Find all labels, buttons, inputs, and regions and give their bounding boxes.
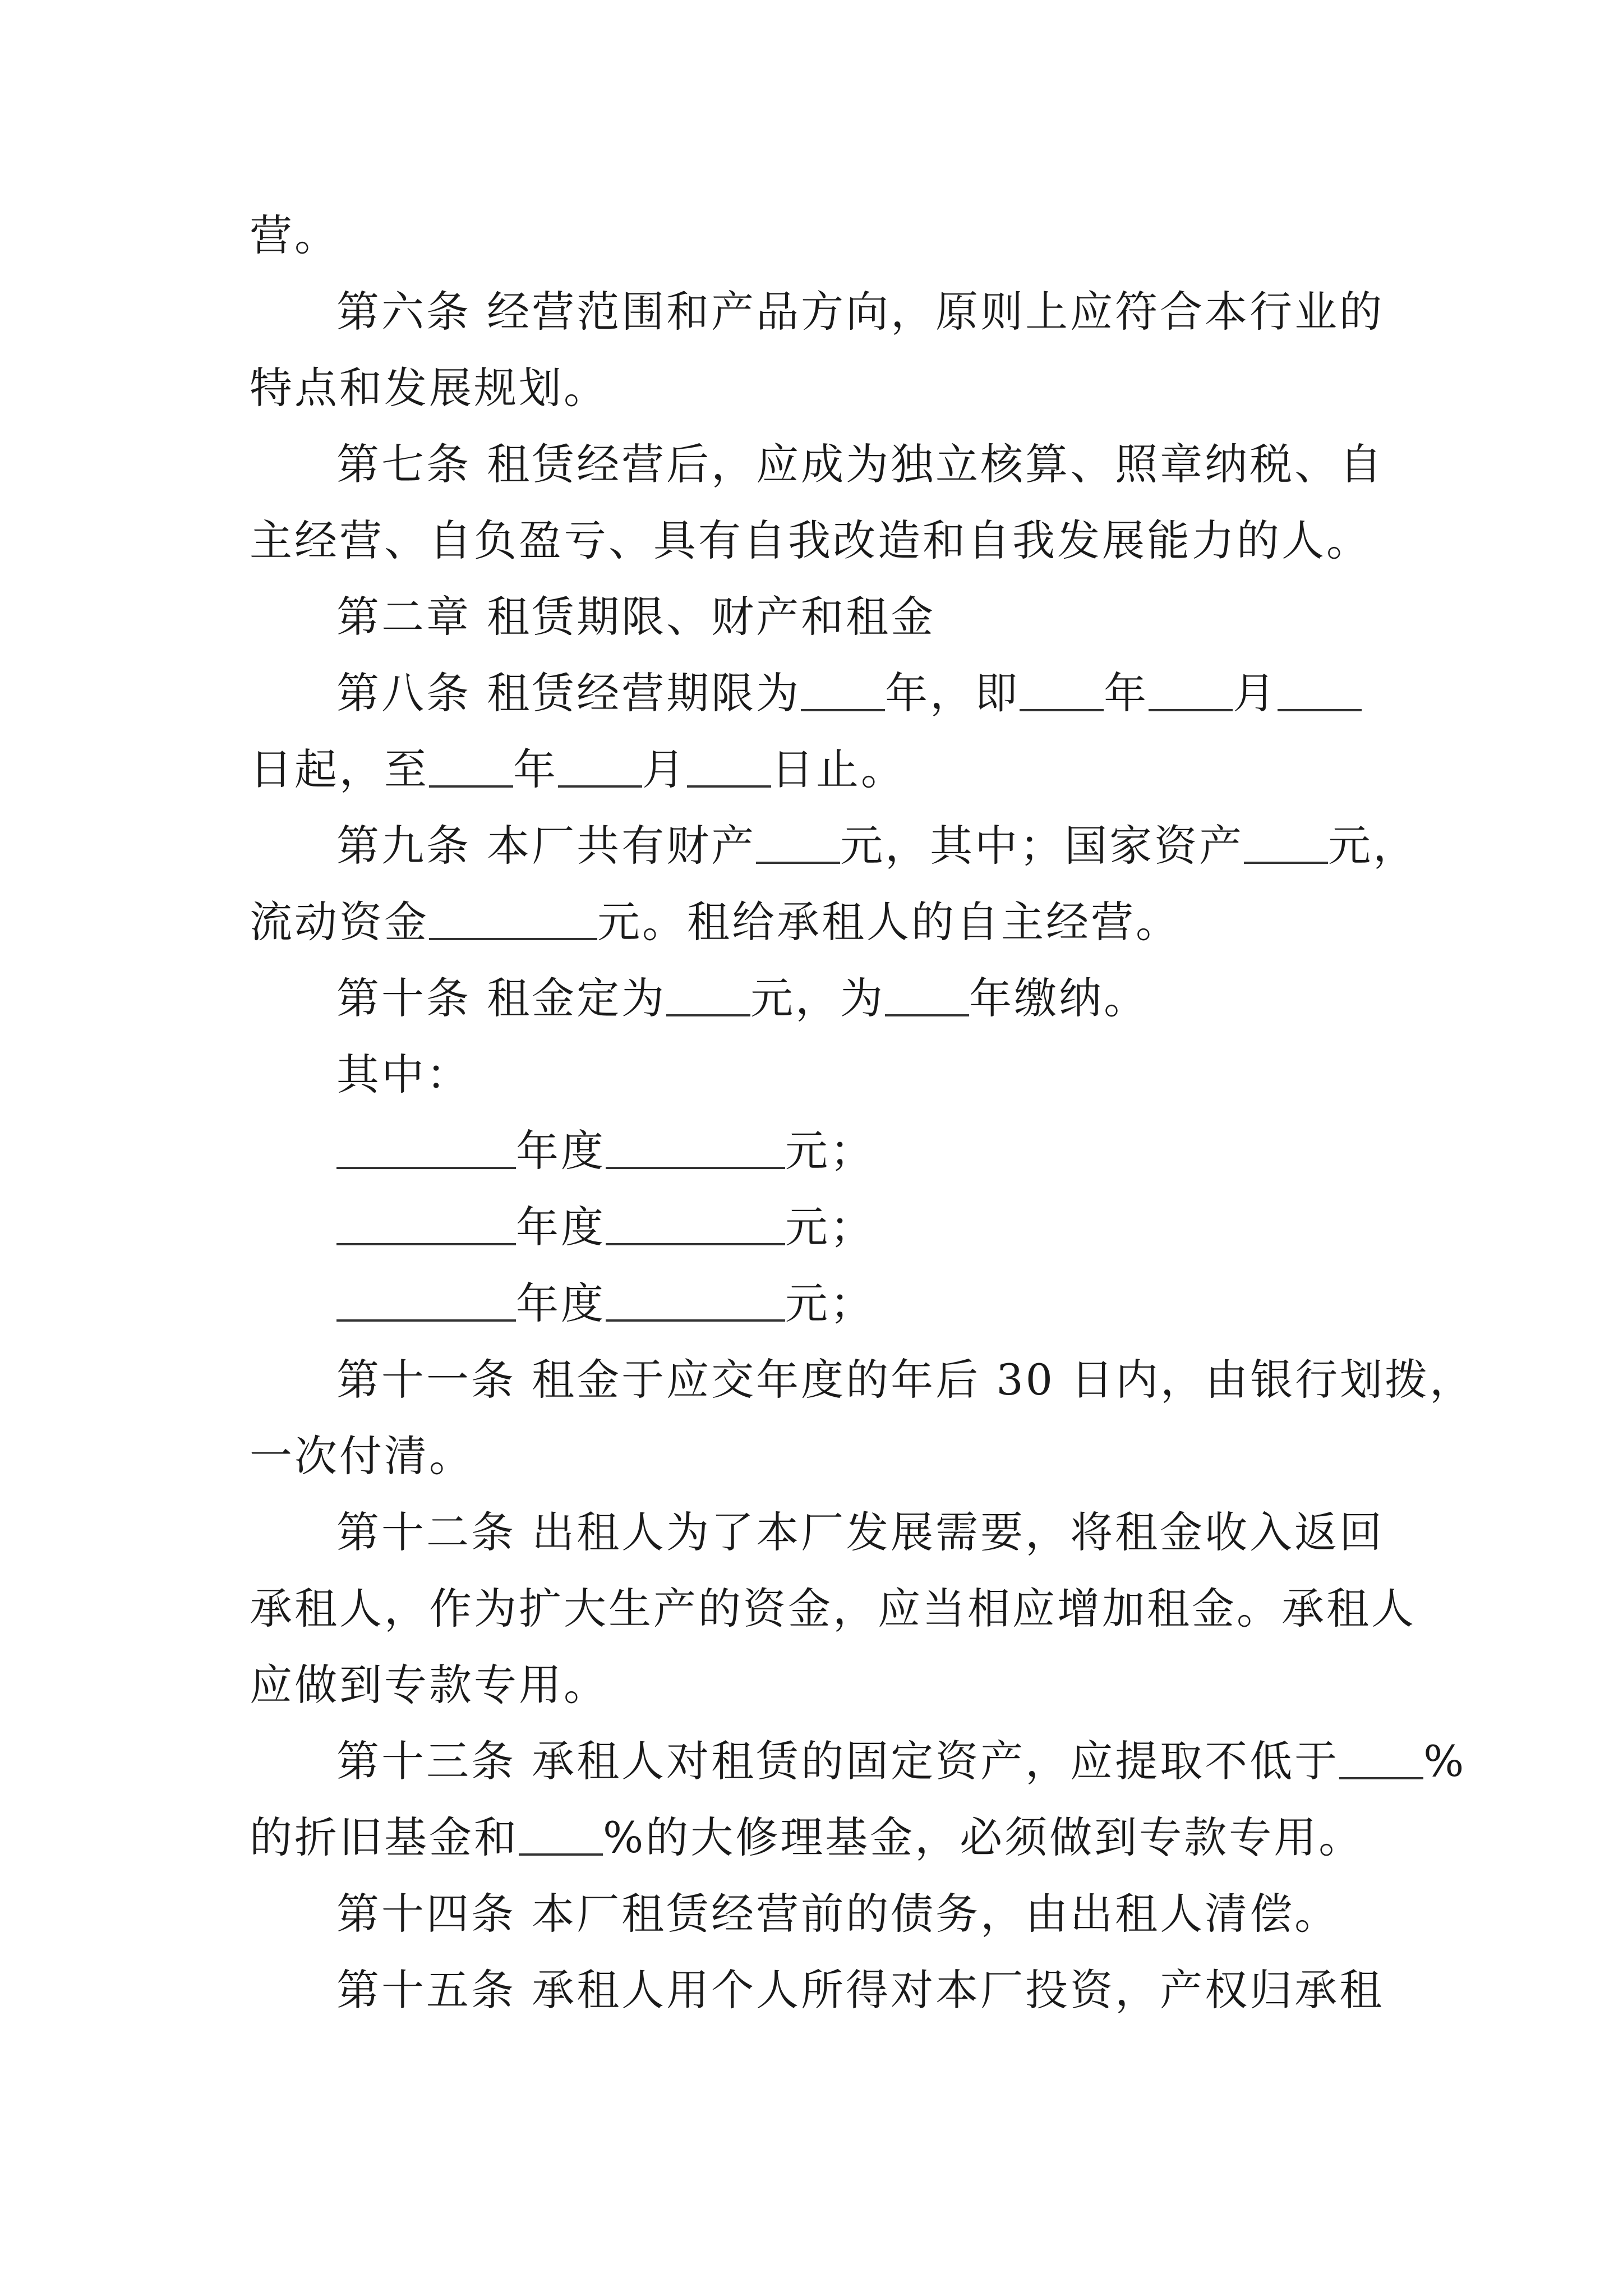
blank-field — [1020, 673, 1104, 711]
article-9-prefix: 第九条 本厂共有财产 — [336, 821, 757, 871]
article-7-line-2: 主经营、自负盈亏、具有自我改造和自我发展能力的人。 — [250, 516, 1371, 565]
article-7-line-1: 第七条 租赁经营后，应成为独立核算、照章纳税、自 — [336, 439, 1385, 489]
blank-field — [606, 1283, 785, 1322]
blank-field — [429, 902, 597, 940]
blank-field — [885, 978, 969, 1016]
blank-field — [801, 673, 885, 711]
blank-field — [606, 1207, 785, 1245]
blank-field — [1244, 826, 1328, 864]
article-13-line-2 — [250, 1811, 1363, 1865]
blank-field — [687, 749, 771, 788]
yuan-label: 元； — [785, 1202, 875, 1252]
yearly-rent-line — [336, 1200, 875, 1254]
article-12-line-1: 第十二条 出租人为了本厂发展需要，将租金收入返回 — [336, 1507, 1385, 1557]
article-12-line-2: 承租人，作为扩大生产的资金，应当相应增加租金。承租人 — [250, 1584, 1416, 1634]
yuan-label: 元； — [785, 1278, 875, 1328]
article-13-line-1 — [336, 1734, 1466, 1788]
blank-field — [336, 1131, 516, 1169]
blank-field — [756, 826, 840, 864]
yuan-label: 元，为 — [750, 973, 886, 1023]
year-label: 年 — [513, 744, 558, 794]
article-14-line: 第十四条 本厂租赁经营前的债务，由出租人清偿。 — [336, 1889, 1340, 1939]
among-label: 其中： — [336, 1050, 471, 1099]
article-9-mid: 元，其中；国家资产 — [840, 821, 1244, 871]
end-label: 日止。 — [771, 744, 906, 794]
yearly-rent-line — [336, 1124, 875, 1178]
blank-field — [1278, 673, 1362, 711]
year-label: 年度 — [516, 1202, 606, 1252]
article-8-line-2 — [250, 743, 906, 797]
month-label: 月 — [1233, 668, 1278, 718]
article-6-line-1: 第六条 经营范围和产品方向，原则上应符合本行业的 — [336, 287, 1385, 337]
article-6-line-2: 特点和发展规划。 — [250, 363, 608, 413]
article-9-tail: 元。租给承租人的自主经营。 — [597, 897, 1181, 947]
article-13-tail: %的大修理基金，必须做到专款专用。 — [603, 1812, 1364, 1862]
article-8-prefix: 第八条 租赁经营期限为 — [336, 668, 801, 718]
percent-label: % — [1423, 1736, 1467, 1786]
yuan-label: 元， — [1328, 821, 1418, 871]
blank-field — [429, 749, 513, 788]
chapter-2-heading: 第二章 租赁期限、财产和租金 — [336, 592, 936, 642]
article-11-line-1: 第十一条 租金于应交年度的年后 30 日内，由银行划拨， — [336, 1355, 1475, 1405]
year-label: 年，即 — [885, 668, 1020, 718]
blank-field — [1339, 1741, 1423, 1779]
blank-field — [1149, 673, 1233, 711]
article-11-line-2: 一次付清。 — [250, 1431, 474, 1481]
article-12-line-3: 应做到专款专用。 — [250, 1660, 608, 1710]
article-13-prefix: 第十三条 承租人对租赁的固定资产，应提取不低于 — [336, 1736, 1340, 1786]
article-15-line: 第十五条 承租人用个人所得对本厂投资，产权归承租 — [336, 1965, 1385, 2015]
blank-field — [336, 1283, 516, 1322]
article-8-line-1 — [336, 666, 1362, 720]
year-label: 年度 — [516, 1126, 606, 1176]
month-label: 月 — [642, 744, 687, 794]
year-label: 年度 — [516, 1278, 606, 1328]
article-10-line — [336, 972, 1149, 1025]
text-line: 营。 — [250, 210, 339, 260]
start-label: 日起，至 — [250, 744, 429, 794]
article-10-tail: 年缴纳。 — [969, 973, 1149, 1023]
blank-field — [336, 1207, 516, 1245]
blank-field — [558, 749, 642, 788]
year-label: 年 — [1104, 668, 1149, 718]
article-13-line2-prefix: 的折旧基金和 — [250, 1812, 519, 1862]
yearly-rent-line — [336, 1277, 875, 1331]
article-9-line-2 — [250, 895, 1181, 949]
blank-field — [666, 978, 750, 1016]
article-9-line-1 — [336, 819, 1418, 873]
blank-field — [519, 1818, 603, 1856]
yuan-label: 元； — [785, 1126, 875, 1176]
liquid-funds-label: 流动资金 — [250, 897, 429, 947]
blank-field — [606, 1131, 785, 1169]
article-10-prefix: 第十条 租金定为 — [336, 973, 667, 1023]
